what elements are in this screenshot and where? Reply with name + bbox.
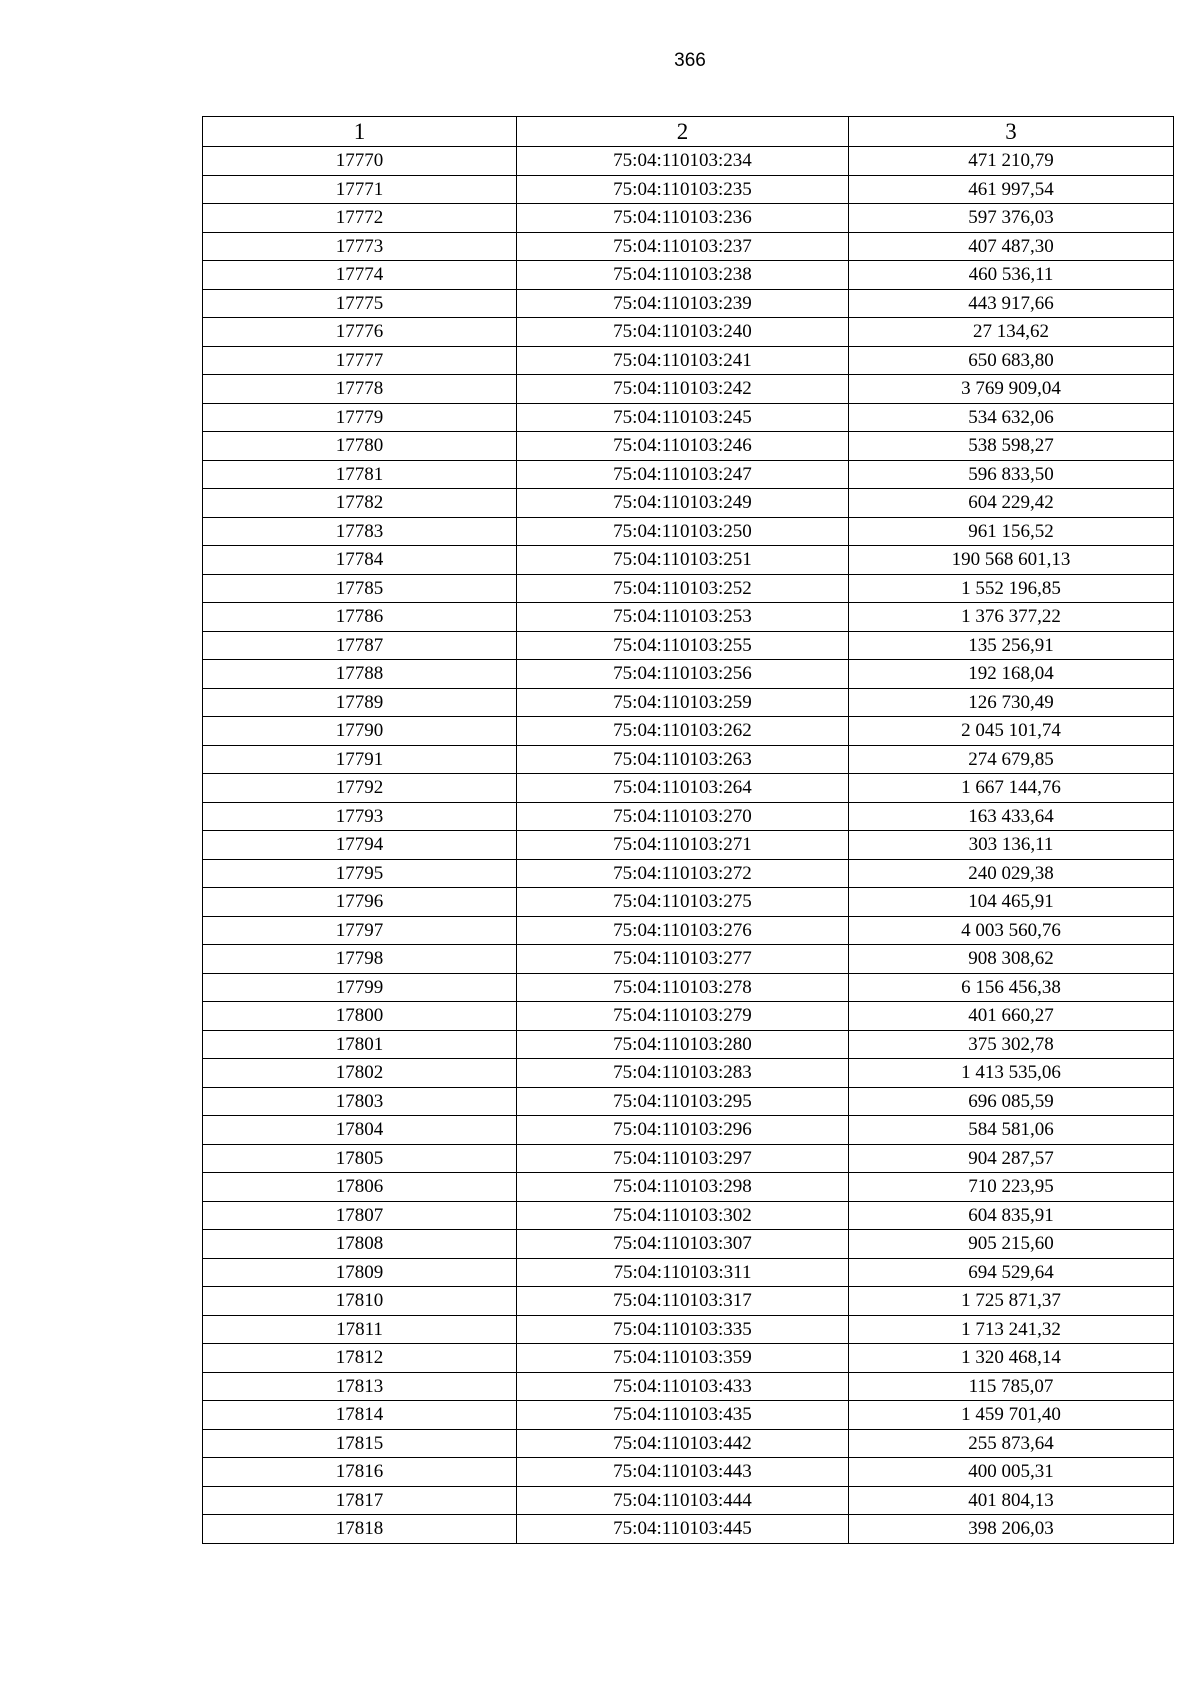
- table-row: [203, 916, 1174, 945]
- table-row: [203, 945, 1174, 974]
- table-header-row: [203, 117, 1174, 147]
- value-cell: 104 465,91: [849, 888, 1174, 917]
- row-number-cell: 17814: [203, 1401, 517, 1430]
- row-number-cell: 17792: [203, 774, 517, 803]
- value-cell: 461 997,54: [849, 175, 1174, 204]
- row-number-cell: 17818: [203, 1515, 517, 1544]
- value-cell: 538 598,27: [849, 432, 1174, 461]
- value-cell: 27 134,62: [849, 318, 1174, 347]
- table-row: [203, 745, 1174, 774]
- cadastral-number-cell: 75:04:110103:237: [517, 232, 849, 261]
- cadastral-number-cell: 75:04:110103:253: [517, 603, 849, 632]
- row-number-cell: 17787: [203, 631, 517, 660]
- row-number-cell: 17807: [203, 1201, 517, 1230]
- cadastral-number-cell: 75:04:110103:246: [517, 432, 849, 461]
- row-number-cell: 17783: [203, 517, 517, 546]
- value-cell: 1 413 535,06: [849, 1059, 1174, 1088]
- cadastral-number-cell: 75:04:110103:279: [517, 1002, 849, 1031]
- value-cell: 694 529,64: [849, 1258, 1174, 1287]
- cadastral-number-cell: 75:04:110103:247: [517, 460, 849, 489]
- row-number-cell: 17808: [203, 1230, 517, 1259]
- cadastral-number-cell: 75:04:110103:239: [517, 289, 849, 318]
- table-row: [203, 631, 1174, 660]
- value-cell: 1 376 377,22: [849, 603, 1174, 632]
- cadastral-number-cell: 75:04:110103:317: [517, 1287, 849, 1316]
- table-row: [203, 1087, 1174, 1116]
- value-cell: 400 005,31: [849, 1458, 1174, 1487]
- cadastral-number-cell: 75:04:110103:296: [517, 1116, 849, 1145]
- value-cell: 443 917,66: [849, 289, 1174, 318]
- row-number-cell: 17810: [203, 1287, 517, 1316]
- table-row: [203, 603, 1174, 632]
- value-cell: 1 667 144,76: [849, 774, 1174, 803]
- table-row: [203, 1458, 1174, 1487]
- row-number-cell: 17813: [203, 1372, 517, 1401]
- cadastral-number-cell: 75:04:110103:283: [517, 1059, 849, 1088]
- row-number-cell: 17812: [203, 1344, 517, 1373]
- value-cell: 126 730,49: [849, 688, 1174, 717]
- table-row: [203, 147, 1174, 176]
- row-number-cell: 17788: [203, 660, 517, 689]
- table-row: [203, 688, 1174, 717]
- cadastral-value-table: [202, 116, 1174, 1544]
- table-row: [203, 1030, 1174, 1059]
- cadastral-number-cell: 75:04:110103:264: [517, 774, 849, 803]
- value-cell: 303 136,11: [849, 831, 1174, 860]
- table-row: [203, 318, 1174, 347]
- table-row: [203, 1116, 1174, 1145]
- cadastral-number-cell: 75:04:110103:251: [517, 546, 849, 575]
- value-cell: 604 835,91: [849, 1201, 1174, 1230]
- value-cell: 908 308,62: [849, 945, 1174, 974]
- value-cell: 2 045 101,74: [849, 717, 1174, 746]
- value-cell: 401 804,13: [849, 1486, 1174, 1515]
- table-row: [203, 831, 1174, 860]
- value-cell: 401 660,27: [849, 1002, 1174, 1031]
- row-number-cell: 17790: [203, 717, 517, 746]
- row-number-cell: 17789: [203, 688, 517, 717]
- table-row: [203, 973, 1174, 1002]
- cadastral-number-cell: 75:04:110103:359: [517, 1344, 849, 1373]
- cadastral-number-cell: 75:04:110103:271: [517, 831, 849, 860]
- cadastral-number-cell: 75:04:110103:435: [517, 1401, 849, 1430]
- page-number: 366: [674, 50, 706, 71]
- row-number-cell: 17799: [203, 973, 517, 1002]
- value-cell: 4 003 560,76: [849, 916, 1174, 945]
- value-cell: 255 873,64: [849, 1429, 1174, 1458]
- cadastral-number-cell: 75:04:110103:245: [517, 403, 849, 432]
- value-cell: 398 206,03: [849, 1515, 1174, 1544]
- cadastral-number-cell: 75:04:110103:298: [517, 1173, 849, 1202]
- table-row: [203, 1401, 1174, 1430]
- value-cell: 710 223,95: [849, 1173, 1174, 1202]
- cadastral-number-cell: 75:04:110103:242: [517, 375, 849, 404]
- cadastral-number-cell: 75:04:110103:276: [517, 916, 849, 945]
- row-number-cell: 17805: [203, 1144, 517, 1173]
- value-cell: 534 632,06: [849, 403, 1174, 432]
- table-row: [203, 888, 1174, 917]
- value-cell: 604 229,42: [849, 489, 1174, 518]
- row-number-cell: 17800: [203, 1002, 517, 1031]
- value-cell: 904 287,57: [849, 1144, 1174, 1173]
- table-row: [203, 1515, 1174, 1544]
- row-number-cell: 17777: [203, 346, 517, 375]
- table-row: [203, 1002, 1174, 1031]
- row-number-cell: 17776: [203, 318, 517, 347]
- table-row: [203, 204, 1174, 233]
- value-cell: 905 215,60: [849, 1230, 1174, 1259]
- cadastral-number-cell: 75:04:110103:307: [517, 1230, 849, 1259]
- value-cell: 961 156,52: [849, 517, 1174, 546]
- cadastral-number-cell: 75:04:110103:236: [517, 204, 849, 233]
- table-row: [203, 1201, 1174, 1230]
- row-number-cell: 17778: [203, 375, 517, 404]
- table-body: [203, 147, 1174, 1544]
- value-cell: 597 376,03: [849, 204, 1174, 233]
- table-row: [203, 460, 1174, 489]
- cadastral-number-cell: 75:04:110103:433: [517, 1372, 849, 1401]
- value-cell: 1 459 701,40: [849, 1401, 1174, 1430]
- row-number-cell: 17816: [203, 1458, 517, 1487]
- value-cell: 240 029,38: [849, 859, 1174, 888]
- value-cell: 584 581,06: [849, 1116, 1174, 1145]
- value-cell: 407 487,30: [849, 232, 1174, 261]
- cadastral-number-cell: 75:04:110103:297: [517, 1144, 849, 1173]
- value-cell: 596 833,50: [849, 460, 1174, 489]
- cadastral-number-cell: 75:04:110103:240: [517, 318, 849, 347]
- cadastral-number-cell: 75:04:110103:259: [517, 688, 849, 717]
- column-header-1: 1: [203, 117, 517, 147]
- table-row: [203, 1315, 1174, 1344]
- row-number-cell: 17782: [203, 489, 517, 518]
- table-row: [203, 660, 1174, 689]
- cadastral-number-cell: 75:04:110103:256: [517, 660, 849, 689]
- table-row: [203, 175, 1174, 204]
- value-cell: 1 552 196,85: [849, 574, 1174, 603]
- cadastral-number-cell: 75:04:110103:249: [517, 489, 849, 518]
- row-number-cell: 17775: [203, 289, 517, 318]
- row-number-cell: 17815: [203, 1429, 517, 1458]
- value-cell: 650 683,80: [849, 346, 1174, 375]
- table-row: [203, 1372, 1174, 1401]
- cadastral-number-cell: 75:04:110103:238: [517, 261, 849, 290]
- cadastral-number-cell: 75:04:110103:241: [517, 346, 849, 375]
- value-cell: 192 168,04: [849, 660, 1174, 689]
- table-row: [203, 574, 1174, 603]
- table-row: [203, 1344, 1174, 1373]
- value-cell: 3 769 909,04: [849, 375, 1174, 404]
- table-row: [203, 859, 1174, 888]
- cadastral-number-cell: 75:04:110103:444: [517, 1486, 849, 1515]
- table-row: [203, 232, 1174, 261]
- table-row: [203, 1059, 1174, 1088]
- table-row: [203, 489, 1174, 518]
- row-number-cell: 17771: [203, 175, 517, 204]
- cadastral-number-cell: 75:04:110103:252: [517, 574, 849, 603]
- value-cell: 1 320 468,14: [849, 1344, 1174, 1373]
- row-number-cell: 17784: [203, 546, 517, 575]
- cadastral-number-cell: 75:04:110103:277: [517, 945, 849, 974]
- table-row: [203, 1287, 1174, 1316]
- table-row: [203, 289, 1174, 318]
- cadastral-number-cell: 75:04:110103:302: [517, 1201, 849, 1230]
- row-number-cell: 17809: [203, 1258, 517, 1287]
- row-number-cell: 17772: [203, 204, 517, 233]
- table-row: [203, 1230, 1174, 1259]
- row-number-cell: 17817: [203, 1486, 517, 1515]
- table-row: [203, 1486, 1174, 1515]
- cadastral-number-cell: 75:04:110103:272: [517, 859, 849, 888]
- row-number-cell: 17791: [203, 745, 517, 774]
- value-cell: 1 725 871,37: [849, 1287, 1174, 1316]
- value-cell: 696 085,59: [849, 1087, 1174, 1116]
- cadastral-number-cell: 75:04:110103:295: [517, 1087, 849, 1116]
- cadastral-number-cell: 75:04:110103:280: [517, 1030, 849, 1059]
- value-cell: 163 433,64: [849, 802, 1174, 831]
- cadastral-number-cell: 75:04:110103:442: [517, 1429, 849, 1458]
- cadastral-number-cell: 75:04:110103:250: [517, 517, 849, 546]
- row-number-cell: 17803: [203, 1087, 517, 1116]
- table-row: [203, 1144, 1174, 1173]
- value-cell: 190 568 601,13: [849, 546, 1174, 575]
- table-row: [203, 517, 1174, 546]
- row-number-cell: 17795: [203, 859, 517, 888]
- row-number-cell: 17801: [203, 1030, 517, 1059]
- value-cell: 274 679,85: [849, 745, 1174, 774]
- table-row: [203, 1173, 1174, 1202]
- cadastral-number-cell: 75:04:110103:234: [517, 147, 849, 176]
- table-row: [203, 375, 1174, 404]
- cadastral-number-cell: 75:04:110103:270: [517, 802, 849, 831]
- row-number-cell: 17802: [203, 1059, 517, 1088]
- row-number-cell: 17785: [203, 574, 517, 603]
- row-number-cell: 17770: [203, 147, 517, 176]
- table-row: [203, 546, 1174, 575]
- column-header-3: 3: [849, 117, 1174, 147]
- cadastral-number-cell: 75:04:110103:263: [517, 745, 849, 774]
- row-number-cell: 17794: [203, 831, 517, 860]
- column-header-2: 2: [517, 117, 849, 147]
- row-number-cell: 17806: [203, 1173, 517, 1202]
- row-number-cell: 17773: [203, 232, 517, 261]
- row-number-cell: 17798: [203, 945, 517, 974]
- value-cell: 460 536,11: [849, 261, 1174, 290]
- row-number-cell: 17796: [203, 888, 517, 917]
- value-cell: 115 785,07: [849, 1372, 1174, 1401]
- cadastral-number-cell: 75:04:110103:275: [517, 888, 849, 917]
- row-number-cell: 17779: [203, 403, 517, 432]
- row-number-cell: 17786: [203, 603, 517, 632]
- table-row: [203, 1429, 1174, 1458]
- value-cell: 1 713 241,32: [849, 1315, 1174, 1344]
- value-cell: 375 302,78: [849, 1030, 1174, 1059]
- table-row: [203, 802, 1174, 831]
- table-row: [203, 403, 1174, 432]
- cadastral-number-cell: 75:04:110103:278: [517, 973, 849, 1002]
- row-number-cell: 17774: [203, 261, 517, 290]
- cadastral-number-cell: 75:04:110103:311: [517, 1258, 849, 1287]
- table-row: [203, 432, 1174, 461]
- table-row: [203, 1258, 1174, 1287]
- row-number-cell: 17811: [203, 1315, 517, 1344]
- cadastral-number-cell: 75:04:110103:335: [517, 1315, 849, 1344]
- row-number-cell: 17781: [203, 460, 517, 489]
- cadastral-number-cell: 75:04:110103:235: [517, 175, 849, 204]
- value-cell: 6 156 456,38: [849, 973, 1174, 1002]
- table-row: [203, 261, 1174, 290]
- cadastral-number-cell: 75:04:110103:445: [517, 1515, 849, 1544]
- row-number-cell: 17804: [203, 1116, 517, 1145]
- cadastral-number-cell: 75:04:110103:255: [517, 631, 849, 660]
- row-number-cell: 17780: [203, 432, 517, 461]
- cadastral-number-cell: 75:04:110103:262: [517, 717, 849, 746]
- value-cell: 135 256,91: [849, 631, 1174, 660]
- table-row: [203, 774, 1174, 803]
- cadastral-number-cell: 75:04:110103:443: [517, 1458, 849, 1487]
- value-cell: 471 210,79: [849, 147, 1174, 176]
- table-row: [203, 717, 1174, 746]
- row-number-cell: 17797: [203, 916, 517, 945]
- table-row: [203, 346, 1174, 375]
- row-number-cell: 17793: [203, 802, 517, 831]
